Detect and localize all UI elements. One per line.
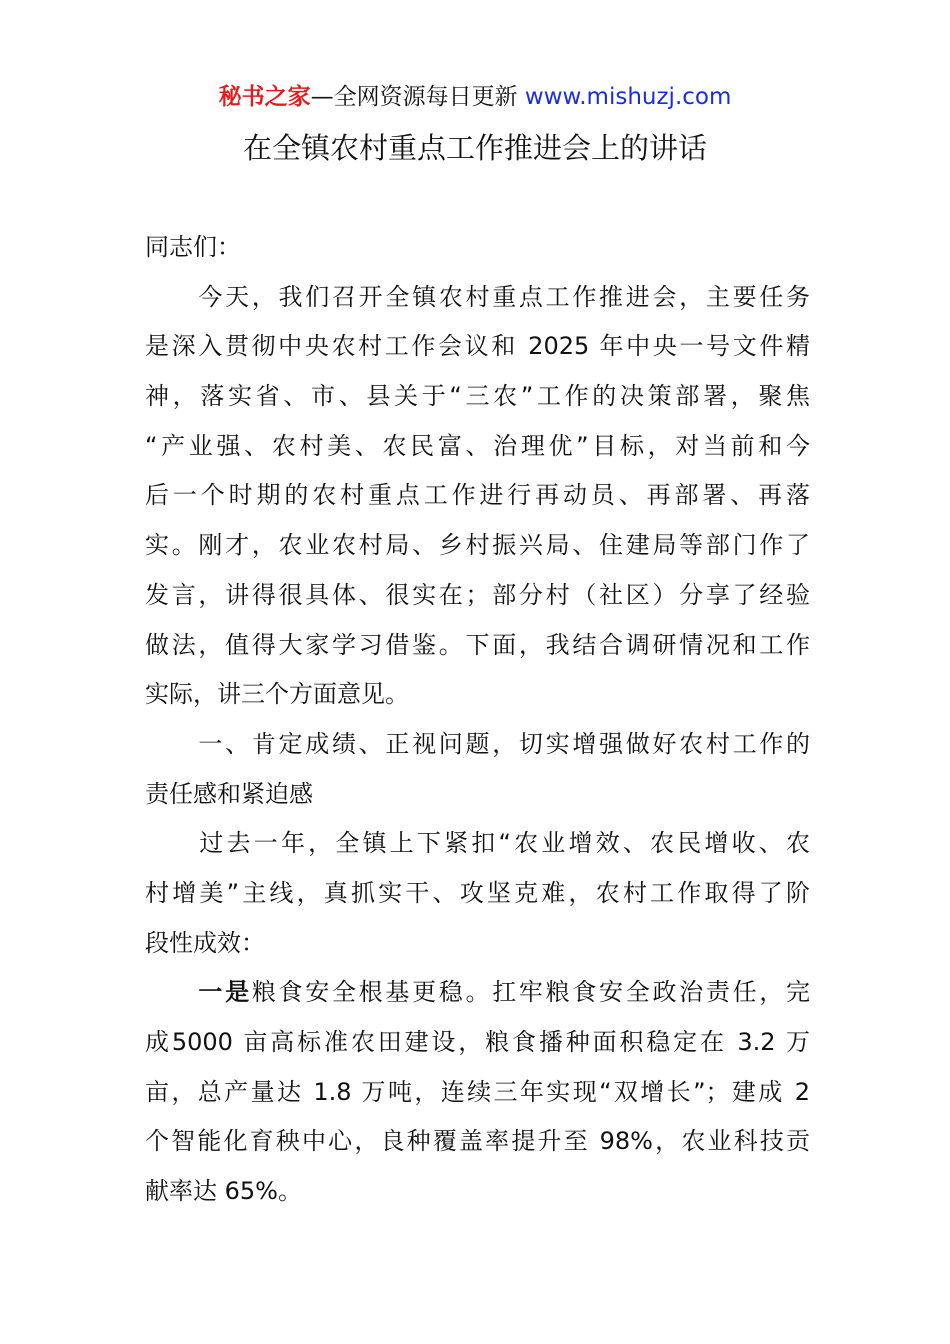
site-tagline: —全网资源每日更新 xyxy=(310,84,518,110)
text-line: 实。刚才，农业农村局、乡村振兴局、住建局等部门作了 xyxy=(145,531,810,560)
text-line: 献率达 65%。 xyxy=(145,1177,302,1206)
point-text: 粮食安全根基更稳。扛牢粮食安全政治责任，完 xyxy=(251,978,811,1007)
text-line: 后一个时期的农村重点工作进行再动员、再部署、再落 xyxy=(145,481,810,510)
text-line: 实际，讲三个方面意见。 xyxy=(145,680,409,709)
text-line: 是深入贯彻中央农村工作会议和 2025 年中央一号文件精 xyxy=(145,332,810,361)
text-line: 个智能化育秧中心，良种覆盖率提升至 98%，农业科技贡 xyxy=(145,1127,810,1156)
text-line: 今天，我们召开全镇农村重点工作推进会，主要任务 xyxy=(145,282,810,311)
site-url-link[interactable]: www.mishuzj.com xyxy=(524,84,732,110)
document-body xyxy=(145,223,810,1217)
site-header xyxy=(0,80,950,114)
text-line: 做法，值得大家学习借鉴。下面，我结合调研情况和工作 xyxy=(145,630,810,659)
greeting: 同志们： xyxy=(145,233,241,261)
text-line: 成5000 亩高标准农田建设，粮食播种面积稳定在 3.2 万 xyxy=(145,1028,810,1056)
text-line: 神，落实省、市、县关于“三农”工作的决策部署，聚焦 xyxy=(145,382,810,411)
heading-line: 责任感和紧迫感 xyxy=(145,779,313,808)
site-brand: 秘书之家 xyxy=(218,84,311,110)
section-heading-1 xyxy=(145,720,810,819)
text-line: 发言，讲得很具体、很实在；部分村（社区）分享了经验 xyxy=(145,580,810,609)
text-line xyxy=(145,968,810,1018)
text-line: “产业强、农村美、农民富、治理优”目标，对当前和今 xyxy=(145,431,810,460)
point-lead: 一是 xyxy=(198,978,252,1007)
document-title: 在全镇农村重点工作推进会上的讲话 xyxy=(242,131,707,165)
text-line: 过去一年，全镇上下紧扣“农业增效、农民增收、农 xyxy=(145,829,810,858)
text-line: 亩，总产量达 1.8 万吨，连续三年实现“双增长”；建成 2 xyxy=(145,1077,810,1106)
heading-line: 一、肯定成绩、正视问题，切实增强做好农村工作的 xyxy=(145,729,810,758)
paragraph-review xyxy=(145,819,810,968)
paragraph-intro xyxy=(145,273,810,720)
text-line: 段性成效： xyxy=(145,928,265,957)
paragraph-grain-security xyxy=(145,968,810,1216)
text-line: 村增美”主线，真抓实干、攻坚克难，农村工作取得了阶 xyxy=(145,878,810,907)
